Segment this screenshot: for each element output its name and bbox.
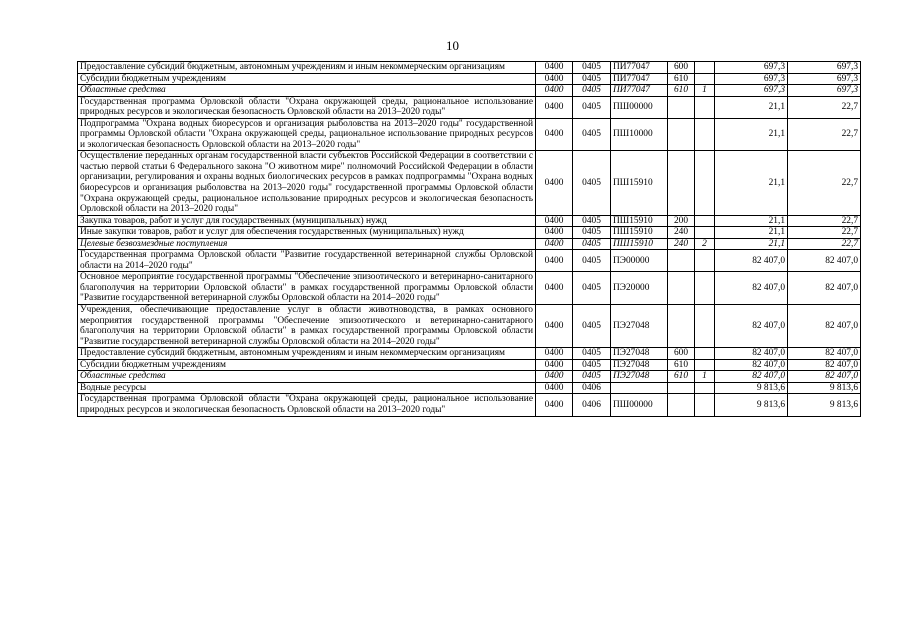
amount-year2-cell: 22,7 bbox=[788, 118, 861, 151]
funding-source-cell: 1 bbox=[695, 371, 715, 383]
expense-type-cell bbox=[668, 305, 695, 348]
subsection-code-cell: 0406 bbox=[573, 382, 611, 394]
table-row bbox=[78, 382, 861, 394]
subsection-code-cell: 0405 bbox=[573, 371, 611, 383]
amount-year2-cell: 22,7 bbox=[788, 227, 861, 239]
table-row bbox=[78, 62, 861, 74]
amount-year2-cell: 697,3 bbox=[788, 85, 861, 97]
table-row bbox=[78, 250, 861, 272]
target-article-cell: ПЭ27048 bbox=[611, 305, 668, 348]
target-article-cell: ПЭ00000 bbox=[611, 250, 668, 272]
funding-source-cell bbox=[695, 359, 715, 371]
amount-year1-cell: 9 813,6 bbox=[715, 394, 788, 416]
target-article-cell: ПШ10000 bbox=[611, 118, 668, 151]
expense-type-cell: 240 bbox=[668, 227, 695, 239]
target-article-cell bbox=[611, 382, 668, 394]
row-name-cell: Областные средства bbox=[78, 85, 536, 97]
subsection-code-cell: 0405 bbox=[573, 73, 611, 85]
table-row bbox=[78, 96, 861, 118]
table-row bbox=[78, 118, 861, 151]
row-name-cell: Государственная программа Орловской области "Охрана окружающей среды, рациональное использование природных ресурсов и экологическая безопасность Орловской области на 2013–2020 годы" bbox=[78, 394, 536, 416]
funding-source-cell bbox=[695, 348, 715, 360]
row-name-cell: Закупка товаров, работ и услуг для государственных (муниципальных) нужд bbox=[78, 215, 536, 227]
amount-year1-cell: 697,3 bbox=[715, 85, 788, 97]
table-row bbox=[78, 359, 861, 371]
amount-year1-cell: 697,3 bbox=[715, 73, 788, 85]
section-code-cell: 0400 bbox=[536, 62, 573, 74]
section-code-cell: 0400 bbox=[536, 250, 573, 272]
funding-source-cell bbox=[695, 272, 715, 305]
target-article-cell: ПШ15910 bbox=[611, 227, 668, 239]
section-code-cell: 0400 bbox=[536, 238, 573, 250]
section-code-cell: 0400 bbox=[536, 215, 573, 227]
amount-year1-cell: 82 407,0 bbox=[715, 305, 788, 348]
amount-year1-cell: 82 407,0 bbox=[715, 272, 788, 305]
table-row bbox=[78, 227, 861, 239]
subsection-code-cell: 0405 bbox=[573, 250, 611, 272]
section-code-cell: 0400 bbox=[536, 73, 573, 85]
amount-year2-cell: 82 407,0 bbox=[788, 371, 861, 383]
amount-year1-cell: 21,1 bbox=[715, 227, 788, 239]
expense-type-cell: 610 bbox=[668, 73, 695, 85]
amount-year2-cell: 82 407,0 bbox=[788, 272, 861, 305]
amount-year1-cell: 21,1 bbox=[715, 96, 788, 118]
section-code-cell: 0400 bbox=[536, 151, 573, 215]
amount-year2-cell: 22,7 bbox=[788, 238, 861, 250]
funding-source-cell bbox=[695, 305, 715, 348]
table-row bbox=[78, 305, 861, 348]
row-name-cell: Основное мероприятие государственной программы "Обеспечение эпизоотического и ветеринарно-санитарного благополучия на территории Орловской области" в рамках государственной программы Орловской области "Развитие государственной ветеринарной службы Орловской области на 2014–2020 годы" bbox=[78, 272, 536, 305]
subsection-code-cell: 0405 bbox=[573, 227, 611, 239]
table-row bbox=[78, 215, 861, 227]
expense-type-cell bbox=[668, 272, 695, 305]
expense-type-cell: 610 bbox=[668, 85, 695, 97]
row-name-cell: Водные ресурсы bbox=[78, 382, 536, 394]
target-article-cell: ПШ15910 bbox=[611, 238, 668, 250]
expense-type-cell: 200 bbox=[668, 215, 695, 227]
funding-source-cell bbox=[695, 382, 715, 394]
amount-year1-cell: 82 407,0 bbox=[715, 359, 788, 371]
expense-type-cell: 610 bbox=[668, 359, 695, 371]
section-code-cell: 0400 bbox=[536, 85, 573, 97]
amount-year2-cell: 82 407,0 bbox=[788, 250, 861, 272]
table-row bbox=[78, 85, 861, 97]
expense-type-cell bbox=[668, 151, 695, 215]
amount-year2-cell: 82 407,0 bbox=[788, 305, 861, 348]
amount-year1-cell: 21,1 bbox=[715, 215, 788, 227]
row-name-cell: Субсидии бюджетным учреждениям bbox=[78, 359, 536, 371]
table-row bbox=[78, 272, 861, 305]
section-code-cell: 0400 bbox=[536, 305, 573, 348]
funding-source-cell bbox=[695, 96, 715, 118]
funding-source-cell bbox=[695, 62, 715, 74]
amount-year2-cell: 697,3 bbox=[788, 73, 861, 85]
funding-source-cell bbox=[695, 118, 715, 151]
section-code-cell: 0400 bbox=[536, 227, 573, 239]
amount-year2-cell: 9 813,6 bbox=[788, 382, 861, 394]
section-code-cell: 0400 bbox=[536, 348, 573, 360]
section-code-cell: 0400 bbox=[536, 394, 573, 416]
subsection-code-cell: 0406 bbox=[573, 394, 611, 416]
target-article-cell: ПШ15910 bbox=[611, 215, 668, 227]
target-article-cell: ПИ77047 bbox=[611, 73, 668, 85]
funding-source-cell bbox=[695, 215, 715, 227]
amount-year1-cell: 82 407,0 bbox=[715, 371, 788, 383]
expense-type-cell bbox=[668, 118, 695, 151]
expense-type-cell bbox=[668, 394, 695, 416]
funding-source-cell bbox=[695, 250, 715, 272]
subsection-code-cell: 0405 bbox=[573, 238, 611, 250]
target-article-cell: ПШ15910 bbox=[611, 151, 668, 215]
amount-year1-cell: 82 407,0 bbox=[715, 250, 788, 272]
section-code-cell: 0400 bbox=[536, 371, 573, 383]
amount-year1-cell: 21,1 bbox=[715, 118, 788, 151]
amount-year2-cell: 22,7 bbox=[788, 96, 861, 118]
row-name-cell: Целевые безвозмездные поступления bbox=[78, 238, 536, 250]
expense-type-cell: 240 bbox=[668, 238, 695, 250]
expense-type-cell bbox=[668, 96, 695, 118]
amount-year2-cell: 22,7 bbox=[788, 151, 861, 215]
row-name-cell: Государственная программа Орловской области "Развитие государственной ветеринарной службы Орловской области на 2014–2020 годы" bbox=[78, 250, 536, 272]
row-name-cell: Подпрограмма "Охрана водных биоресурсов и организация рыболовства на 2013–2020 годы" государственной программы Орловской области "Охрана окружающей среды, рациональное использование природных ресурсов и экологическая безопасность Орловской области на 2013–2020 годы" bbox=[78, 118, 536, 151]
table-row bbox=[78, 151, 861, 215]
target-article-cell: ПЭ20000 bbox=[611, 272, 668, 305]
expense-type-cell: 600 bbox=[668, 62, 695, 74]
amount-year2-cell: 697,3 bbox=[788, 62, 861, 74]
amount-year2-cell: 22,7 bbox=[788, 215, 861, 227]
subsection-code-cell: 0405 bbox=[573, 151, 611, 215]
target-article-cell: ПЭ27048 bbox=[611, 348, 668, 360]
funding-source-cell bbox=[695, 151, 715, 215]
target-article-cell: ПИ77047 bbox=[611, 85, 668, 97]
subsection-code-cell: 0405 bbox=[573, 215, 611, 227]
table-row bbox=[78, 238, 861, 250]
funding-source-cell: 2 bbox=[695, 238, 715, 250]
amount-year1-cell: 21,1 bbox=[715, 238, 788, 250]
target-article-cell: ПЭ27048 bbox=[611, 359, 668, 371]
expense-type-cell: 600 bbox=[668, 348, 695, 360]
expense-type-cell bbox=[668, 382, 695, 394]
target-article-cell: ПШ00000 bbox=[611, 96, 668, 118]
table-row bbox=[78, 348, 861, 360]
subsection-code-cell: 0405 bbox=[573, 118, 611, 151]
section-code-cell: 0400 bbox=[536, 272, 573, 305]
section-code-cell: 0400 bbox=[536, 118, 573, 151]
amount-year1-cell: 697,3 bbox=[715, 62, 788, 74]
page-number: 10 bbox=[446, 38, 459, 53]
section-code-cell: 0400 bbox=[536, 382, 573, 394]
subsection-code-cell: 0405 bbox=[573, 96, 611, 118]
subsection-code-cell: 0405 bbox=[573, 348, 611, 360]
funding-source-cell bbox=[695, 394, 715, 416]
amount-year2-cell: 9 813,6 bbox=[788, 394, 861, 416]
funding-source-cell bbox=[695, 73, 715, 85]
table-row bbox=[78, 371, 861, 383]
target-article-cell: ПИ77047 bbox=[611, 62, 668, 74]
row-name-cell: Предоставление субсидий бюджетным, автономным учреждениям и иным некоммерческим организациям bbox=[78, 348, 536, 360]
row-name-cell: Осуществление переданных органам государственной власти субъектов Российской Федерации в соответствии с частью первой статьи 6 Федерального закона "О животном мире" полномочий Российской Федерации в области организации, регулирования и охраны водных биологических ресурсов в рамках подпрограммы "Охрана водных биоресурсов и организация рыболовства на 2013–2020 годы" государственной программы Орловской области "Охрана окружающей среды, рациональное использование природных ресурсов и экологическая безопасность Орловской области на 2013–2020 годы" bbox=[78, 151, 536, 215]
expense-type-cell: 610 bbox=[668, 371, 695, 383]
funding-source-cell bbox=[695, 227, 715, 239]
amount-year2-cell: 82 407,0 bbox=[788, 359, 861, 371]
section-code-cell: 0400 bbox=[536, 359, 573, 371]
amount-year1-cell: 21,1 bbox=[715, 151, 788, 215]
row-name-cell: Государственная программа Орловской области "Охрана окружающей среды, рациональное использование природных ресурсов и экологическая безопасность Орловской области на 2013–2020 годы" bbox=[78, 96, 536, 118]
row-name-cell: Иные закупки товаров, работ и услуг для обеспечения государственных (муниципальных) нужд bbox=[78, 227, 536, 239]
funding-source-cell: 1 bbox=[695, 85, 715, 97]
subsection-code-cell: 0405 bbox=[573, 62, 611, 74]
table-row bbox=[78, 394, 861, 416]
subsection-code-cell: 0405 bbox=[573, 305, 611, 348]
expense-type-cell bbox=[668, 250, 695, 272]
table-row bbox=[78, 73, 861, 85]
budget-table bbox=[77, 61, 861, 417]
row-name-cell: Предоставление субсидий бюджетным, автономным учреждениям и иным некоммерческим организациям bbox=[78, 62, 536, 74]
subsection-code-cell: 0405 bbox=[573, 272, 611, 305]
amount-year2-cell: 82 407,0 bbox=[788, 348, 861, 360]
row-name-cell: Субсидии бюджетным учреждениям bbox=[78, 73, 536, 85]
amount-year1-cell: 9 813,6 bbox=[715, 382, 788, 394]
subsection-code-cell: 0405 bbox=[573, 85, 611, 97]
section-code-cell: 0400 bbox=[536, 96, 573, 118]
row-name-cell: Областные средства bbox=[78, 371, 536, 383]
subsection-code-cell: 0405 bbox=[573, 359, 611, 371]
target-article-cell: ПЭ27048 bbox=[611, 371, 668, 383]
row-name-cell: Учреждения, обеспечивающие предоставление услуг в области животноводства, в рамках основного мероприятия государственной программы "Обеспечение эпизоотического и ветеринарно-санитарного благополучия на территории Орловской области" в рамках государственной программы Орловской области "Развитие государственной ветеринарной службы Орловской области на 2014–2020 годы" bbox=[78, 305, 536, 348]
amount-year1-cell: 82 407,0 bbox=[715, 348, 788, 360]
target-article-cell: ПШ00000 bbox=[611, 394, 668, 416]
